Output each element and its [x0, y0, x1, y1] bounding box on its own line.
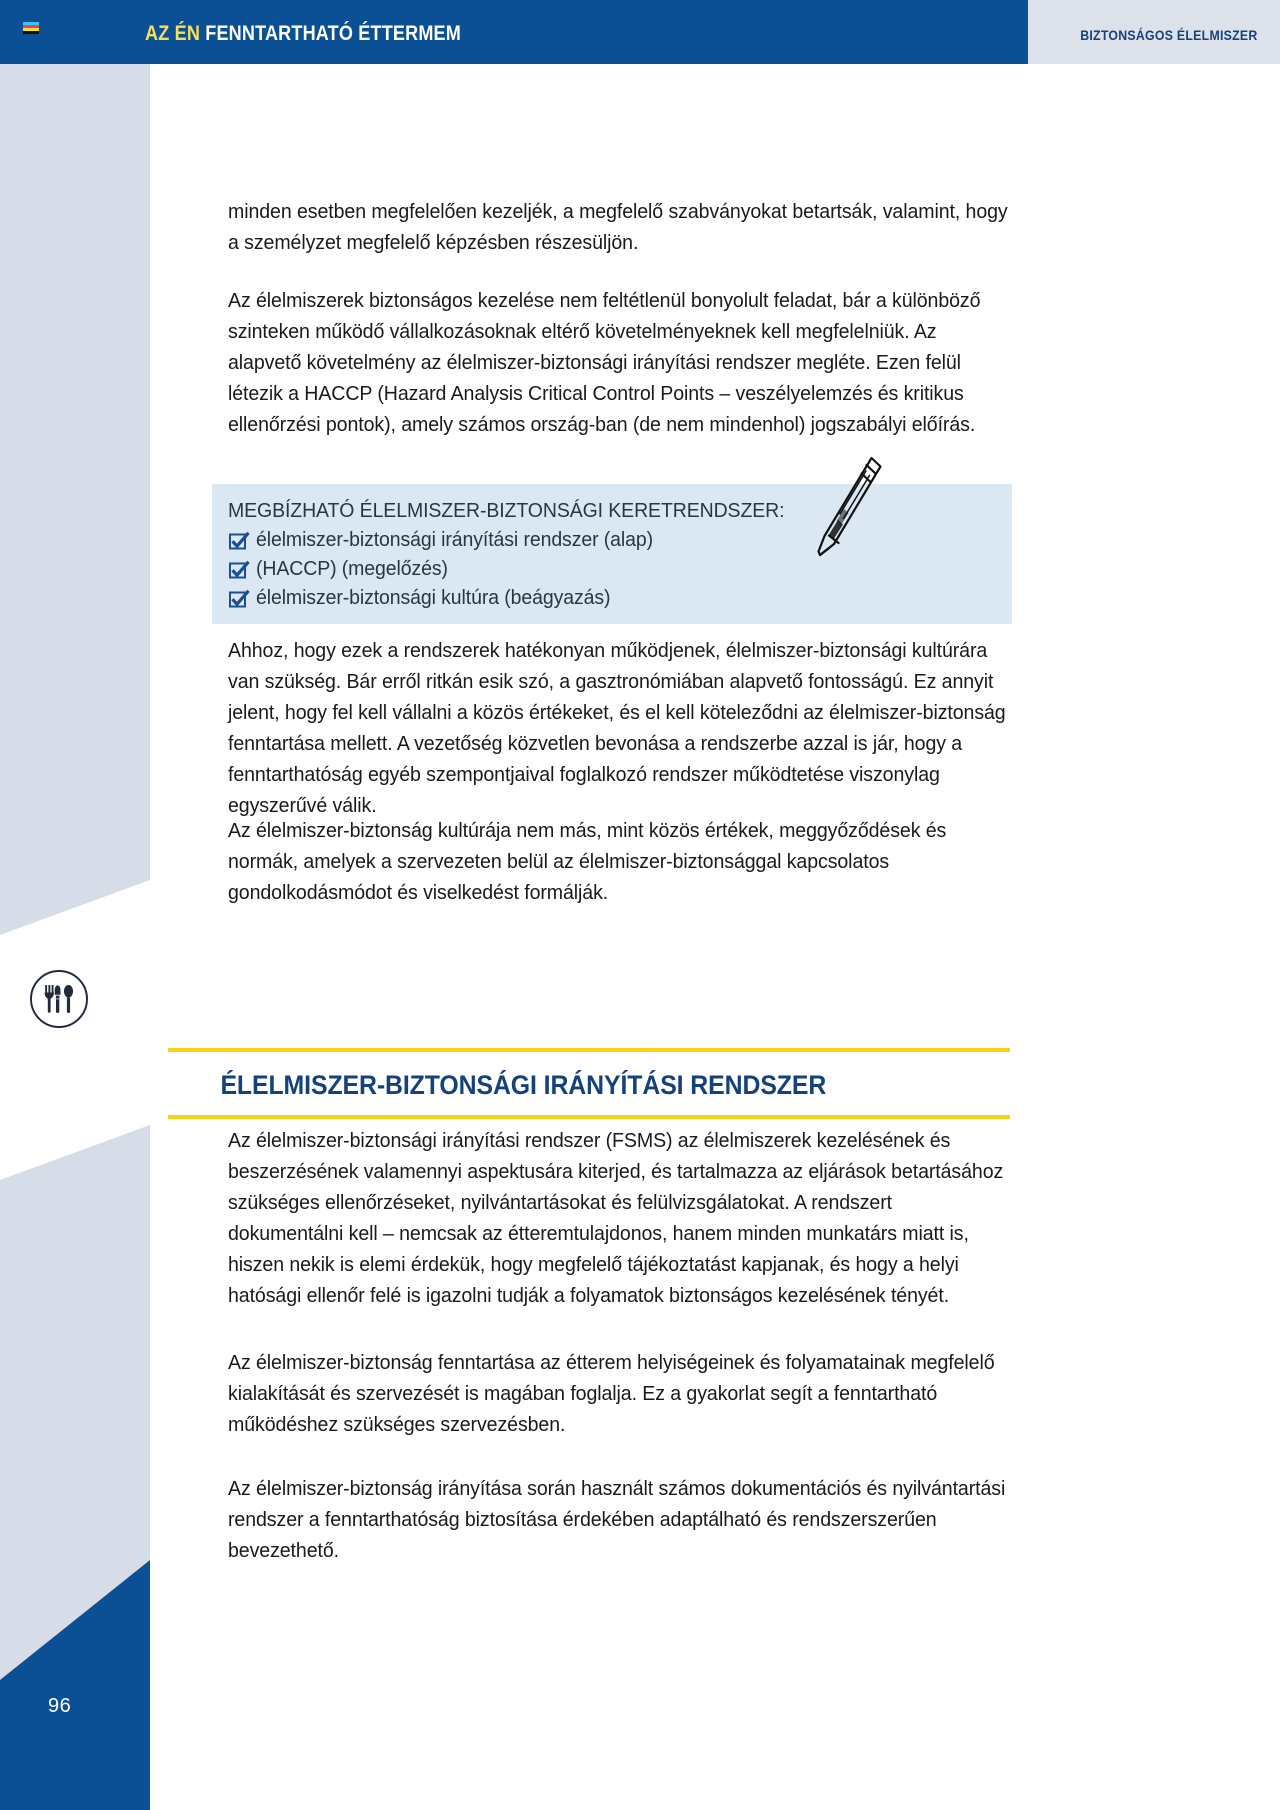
paragraph-block-4	[228, 815, 1018, 908]
callout-item-label: (HACCP) (megelőzés)	[256, 557, 448, 580]
header-title-highlight: AZ ÉN	[145, 22, 201, 45]
paragraph-1: minden esetben megfelelően kezeljék, a megfelelő szabványokat betartsák, valamint, hogy a személyzet megfelelő képzésben részesüljön.	[228, 200, 1008, 254]
paragraph-2: Az élelmiszerek biztonságos kezelése nem feltétlenül bonyolult feladat, bár a különböző szinteken működő vállalkozásoknak eltérő követelményeknek kell megfelelniük. Az alapvető követelmény az élelmiszer-biztonsági irányítási rendszer megléte. Ezen felül létezik a HACCP (Hazard Analysis Critical Control Points – veszélyelemzés és kritikus ellenőrzési pontok), amely számos ország-ban (de nem mindenhol) jogszabályi előírás.	[228, 289, 981, 436]
header-title-rest: FENNTARTHATÓ ÉTTERMEM	[205, 22, 461, 45]
section-paragraph-2: Az élelmiszer-biztonság fenntartása az étterem helyiségeinek és folyamatainak megfelelő kialakítását és szervezését is magában foglalja. Ez a gyakorlat segít a fenntartható működéshez szükséges szervezésben.	[228, 1351, 995, 1436]
section-heading-group	[168, 1048, 1010, 1119]
callout-item-label: élelmiszer-biztonsági irányítási rendszer (alap)	[256, 528, 654, 551]
paragraph-block-2	[228, 285, 1018, 440]
header-title	[145, 22, 461, 46]
section-paragraph-block-1	[228, 1125, 1018, 1311]
section-paragraph-block-2	[228, 1347, 1018, 1440]
checked-checkbox-icon	[228, 559, 250, 581]
section-paragraph-block-3	[228, 1473, 1018, 1566]
callout-box	[212, 484, 1012, 624]
section-paragraph-1: Az élelmiszer-biztonsági irányítási rendszer (FSMS) az élelmiszerek kezelésének és beszerzésének valamennyi aspektusára kiterjed, és tartalmazza az eljárások betartásához szükséges ellenőrzéseket, nyilvántartásokat és felülvizsgálatokat. A rendszert dokumentálni kell – nemcsak az étteremtulajdonos, hanem minden munkatárs miatt is, hiszen nekik is elemi érdekük, hogy megfelelő tájékoztatást kapjanak, és hogy a helyi hatósági ellenőr felé is igazolni tudják a folyamatok biztonságos kezelésének tényét.	[228, 1129, 1004, 1307]
paragraph-block-3	[228, 635, 1018, 821]
cutlery-icon	[28, 968, 90, 1030]
pencil-icon	[810, 452, 886, 568]
page-header	[0, 0, 1280, 64]
section-title: ÉLELMISZER-BIZTONSÁGI IRÁNYÍTÁSI RENDSZER	[220, 1070, 827, 1100]
cmyk-registration-mark	[23, 22, 39, 34]
header-section-label: BIZTONSÁGOS ÉLELMISZER	[1080, 27, 1258, 43]
list-item	[228, 583, 928, 612]
paragraph-4: Az élelmiszer-biztonság kultúrája nem más, mint közös értékek, meggyőződések és normák, amelyek a szervezeten belül az élelmiszer-biztonsággal kapcsolatos gondolkodásmódot és viselkedést formálják.	[228, 819, 947, 904]
section-paragraph-3: Az élelmiszer-biztonság irányítása során használt számos dokumentációs és nyilvántartási rendszer a fenntarthatóság biztosítása érdekében adaptálható és rendszerszerűen bevezethető.	[228, 1477, 1006, 1562]
callout-item-label: élelmiszer-biztonsági kultúra (beágyazás)	[256, 586, 611, 609]
checked-checkbox-icon	[228, 588, 250, 610]
callout-title: MEGBÍZHATÓ ÉLELMISZER-BIZTONSÁGI KERETRENDSZER:	[228, 499, 785, 522]
paragraph-3: Ahhoz, hogy ezek a rendszerek hatékonyan működjenek, élelmiszer-biztonsági kultúrára van szükség. Bár erről ritkán esik szó, a gasztronómiában alapvető fontosságú. Ez annyit jelent, hogy fel kell vállalni a közös értékeket, és el kell köteleződni az élelmiszer-biztonság fenntartása mellett. A vezetőség közvetlen bevonása a rendszerbe azzal is jár, hogy a fenntarthatóság egyéb szempontjaival foglalkozó rendszer működtetése viszonylag egyszerűvé válik.	[228, 639, 1006, 817]
section-rule-bottom	[168, 1115, 1010, 1119]
checked-checkbox-icon	[228, 530, 250, 552]
page-number: 96	[48, 1695, 72, 1717]
paragraph-block-1	[228, 196, 1018, 258]
